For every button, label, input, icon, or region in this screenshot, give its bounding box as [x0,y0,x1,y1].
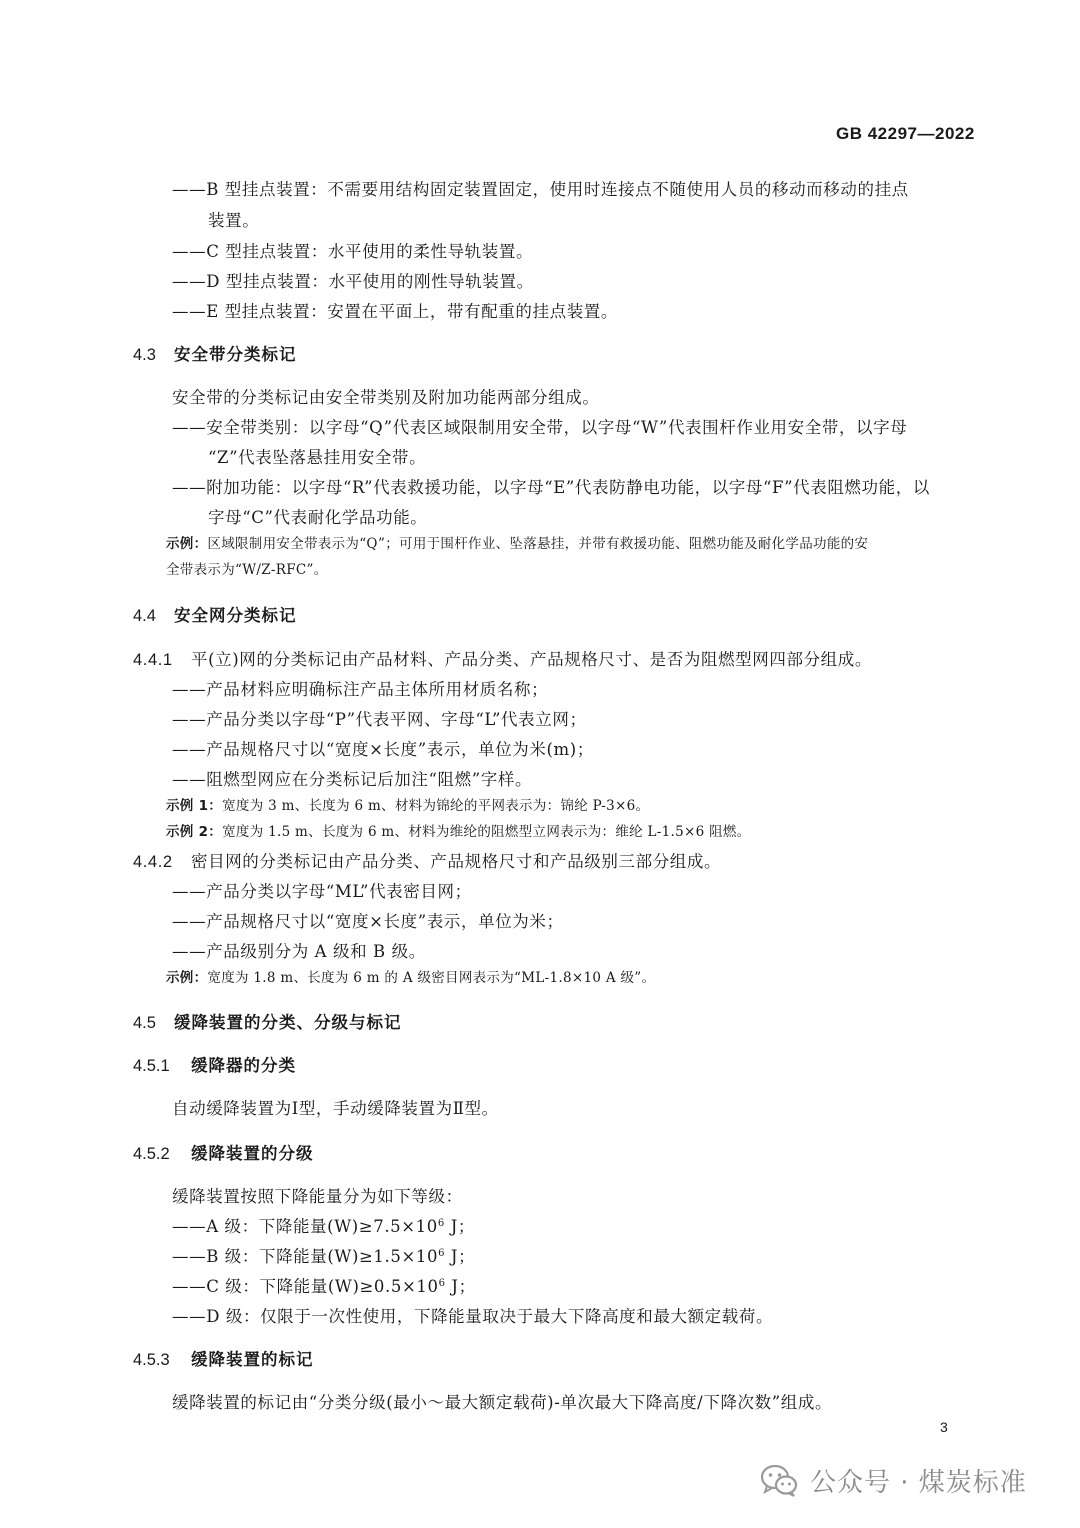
example-label: 示例 1： [166,798,223,814]
section-heading-4-4 [133,602,297,626]
clause-number: 4.4.1 [133,651,173,669]
paragraph: 缓降装置的标记由“分类分级(最小～最大额定载荷)-单次最大下降高度/下降次数”组成。 [172,1393,833,1412]
section-heading-4-3 [133,341,297,365]
section-title: 安全带分类标记 [174,345,297,364]
list-item: ——产品规格尺寸以“宽度×长度”表示，单位为米(m)； [172,740,594,759]
list-item: ——产品级别分为 A 级和 B 级。 [172,942,426,961]
example-note [166,820,751,840]
watermark [760,1462,1027,1499]
example-note [166,966,655,986]
list-item [172,1213,475,1237]
clause-number: 4.4.2 [133,853,173,871]
exponent: 6 [438,1278,446,1289]
list-item: ——D 型挂点装置：水平使用的刚性导轨装置。 [172,272,534,291]
section-number: 4.5.1 [133,1057,170,1075]
example-text: 宽度为 3 m、长度为 6 m、材料为锦纶的平网表示为：锦纶 P-3×6。 [222,798,650,814]
grade-text: ——A 级：下降能量(W)≥7.5×10 [172,1217,438,1236]
section-number: 4.5.2 [133,1145,170,1163]
unit-text: J； [445,1277,476,1296]
page-number: 3 [940,1419,948,1435]
example-note-continuation: 全带表示为“W/Z-RFC”。 [166,562,328,578]
list-item: ——产品材料应明确标注产品主体所用材质名称； [172,680,549,699]
section-heading-4-5-3 [133,1346,314,1370]
paragraph: 安全带的分类标记由安全带类别及附加功能两部分组成。 [172,388,600,407]
standard-code: GB 42297—2022 [836,124,975,143]
section-title: 安全网分类标记 [174,606,297,625]
section-title: 缓降装置的分类、分级与标记 [174,1013,402,1032]
section-heading-4-5-2 [133,1140,314,1164]
clause-text: 密目网的分类标记由产品分类、产品规格尺寸和产品级别三部分组成。 [191,852,722,871]
clause-text: 平(立)网的分类标记由产品材料、产品分类、产品规格尺寸、是否为阻燃型网四部分组成。 [191,650,872,669]
wechat-icon [760,1464,798,1498]
exponent: 6 [437,1218,445,1229]
section-title: 缓降装置的分级 [191,1144,314,1163]
unit-text: J； [445,1247,476,1266]
section-number: 4.5.3 [133,1351,170,1369]
list-item: ——D 级：仅限于一次性使用，下降能量取决于最大下降高度和最大额定载荷。 [172,1307,774,1326]
list-item: ——C 型挂点装置：水平使用的柔性导轨装置。 [172,242,534,261]
grade-text: ——C 级：下降能量(W)≥0.5×10 [172,1277,439,1296]
example-label: 示例： [166,970,208,986]
example-note [166,794,649,814]
paragraph: 自动缓降装置为Ⅰ型，手动缓降装置为Ⅱ型。 [172,1099,499,1118]
grade-text: ——B 级：下降能量(W)≥1.5×10 [172,1247,439,1266]
section-heading-4-5 [133,1009,402,1033]
unit-text: J； [444,1217,476,1236]
section-heading-4-5-1 [133,1052,296,1076]
section-number: 4.5 [133,1014,156,1032]
example-text: 区域限制用安全带表示为“Q”；可用于围杆作业、坠落悬挂，并带有救援功能、阻燃功能及耐化学品功能的安 [207,536,869,552]
watermark-text: 公众号 · 煤炭标准 [810,1468,1027,1498]
example-label: 示例 2： [166,824,223,840]
paragraph: 缓降装置按照下降能量分为如下等级： [172,1187,463,1206]
list-item-continuation: 装置。 [208,211,260,230]
list-item: ——产品分类以字母“ML”代表密目网； [172,882,472,901]
example-text: 宽度为 1.8 m、长度为 6 m 的 A 级密目网表示为“ML-1.8×10 A 级”。 [207,970,656,986]
section-number: 4.3 [133,346,156,364]
example-note [166,532,868,552]
list-item: ——安全带类别：以字母“Q”代表区域限制用安全带，以字母“W”代表围杆作业用安全带，以字母 [172,418,908,437]
list-item [172,1273,476,1297]
example-text: 宽度为 1.5 m、长度为 6 m、材料为维纶的阻燃型立网表示为：维纶 L-1.5×6 阻燃。 [222,824,751,840]
list-item: ——产品分类以字母“P”代表平网、字母“L”代表立网； [172,710,587,729]
section-number: 4.4 [133,607,156,625]
section-title: 缓降器的分类 [191,1056,296,1075]
list-item: ——B 型挂点装置：不需要用结构固定装置固定，使用时连接点不随使用人员的移动而移动的挂点 [172,180,909,199]
section-title: 缓降装置的标记 [191,1350,314,1369]
list-item: ——阻燃型网应在分类标记后加注“阻燃”字样。 [172,770,533,789]
list-item [172,1243,475,1267]
exponent: 6 [438,1248,446,1259]
list-item: ——E 型挂点装置：安置在平面上，带有配重的挂点装置。 [172,302,618,321]
clause-4-4-2 [133,848,721,872]
list-item: ——附加功能：以字母“R”代表救援功能，以字母“E”代表防静电功能，以字母“F”代表阻燃功能，以 [172,478,930,497]
list-item: ——产品规格尺寸以“宽度×长度”表示，单位为米； [172,912,564,931]
list-item-continuation: 字母“C”代表耐化学品功能。 [208,508,428,527]
list-item-continuation: “Z”代表坠落悬挂用安全带。 [208,448,427,467]
clause-4-4-1 [133,646,872,670]
example-label: 示例： [166,536,208,552]
